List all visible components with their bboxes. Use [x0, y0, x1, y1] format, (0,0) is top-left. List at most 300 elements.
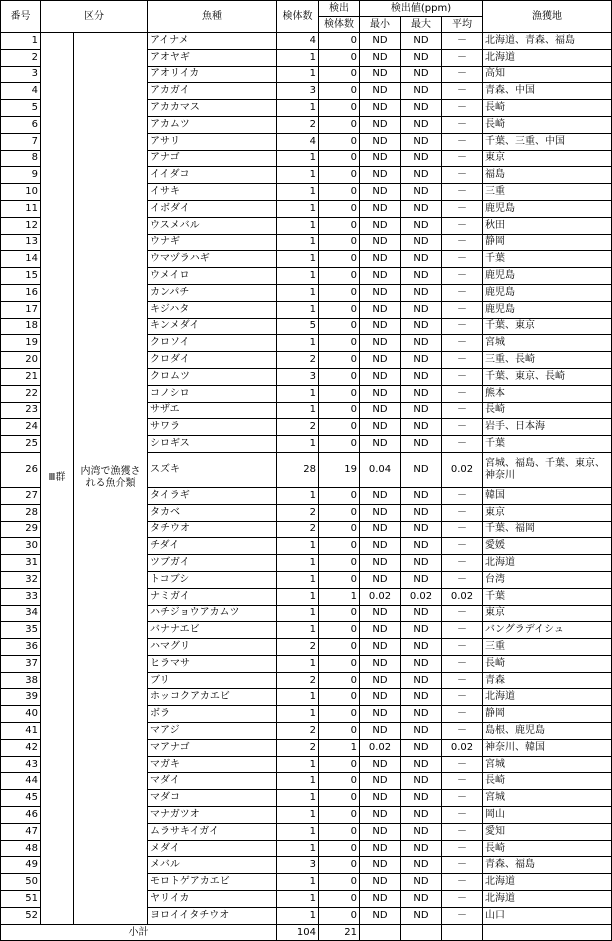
cell-species: マダイ — [148, 773, 277, 790]
cell-species: アカガイ — [148, 83, 277, 100]
cell-species: クロソイ — [148, 335, 277, 352]
cell-min: ND — [360, 436, 401, 453]
cell-samples: 1 — [277, 167, 319, 184]
cell-detected: 0 — [319, 807, 360, 824]
cell-detected: 0 — [319, 33, 360, 50]
cell-samples: 1 — [277, 402, 319, 419]
cell-species: アオヤギ — [148, 49, 277, 66]
cell-min: ND — [360, 538, 401, 555]
cell-detected: 0 — [319, 83, 360, 100]
cell-origin: 島根、鹿児島 — [483, 723, 612, 740]
cell-min: ND — [360, 807, 401, 824]
cell-no: 39 — [1, 689, 41, 706]
cell-origin: 宮城 — [483, 790, 612, 807]
cell-avg: 0.02 — [442, 452, 483, 487]
cell-origin: 宮城、福島、千葉、東京、神奈川 — [483, 452, 612, 487]
cell-avg: － — [442, 301, 483, 318]
cell-samples: 2 — [277, 116, 319, 133]
cell-no: 47 — [1, 823, 41, 840]
cell-species: カンパチ — [148, 284, 277, 301]
cell-no: 51 — [1, 891, 41, 908]
cell-max: ND — [401, 133, 442, 150]
cell-avg: － — [442, 907, 483, 924]
cell-max: ND — [401, 605, 442, 622]
cell-no: 24 — [1, 419, 41, 436]
cell-avg: － — [442, 605, 483, 622]
cell-avg: － — [442, 284, 483, 301]
cell-origin: 千葉、東京 — [483, 318, 612, 335]
cell-no: 34 — [1, 605, 41, 622]
cell-avg: － — [442, 840, 483, 857]
cell-species: サワラ — [148, 419, 277, 436]
subtotal-empty — [483, 924, 612, 941]
cell-origin: 三重 — [483, 639, 612, 656]
cell-species: メダイ — [148, 840, 277, 857]
cell-detected: 0 — [319, 133, 360, 150]
cell-avg: － — [442, 66, 483, 83]
cell-max: ND — [401, 571, 442, 588]
cell-samples: 2 — [277, 639, 319, 656]
cell-avg: － — [442, 352, 483, 369]
cell-min: ND — [360, 368, 401, 385]
cell-origin: 北海道、青森、福島 — [483, 33, 612, 50]
cell-avg: － — [442, 571, 483, 588]
cell-max: ND — [401, 773, 442, 790]
cell-no: 35 — [1, 622, 41, 639]
cell-samples: 1 — [277, 689, 319, 706]
cell-detected: 0 — [319, 116, 360, 133]
cell-detected: 0 — [319, 335, 360, 352]
cell-detected: 0 — [319, 184, 360, 201]
cell-species: モロトゲアカエビ — [148, 874, 277, 891]
cell-avg: － — [442, 116, 483, 133]
cell-species: タイラギ — [148, 487, 277, 504]
cell-min: ND — [360, 66, 401, 83]
cell-samples: 1 — [277, 217, 319, 234]
cell-avg: － — [442, 83, 483, 100]
cell-max: ND — [401, 504, 442, 521]
cell-no: 16 — [1, 284, 41, 301]
cell-max: ND — [401, 116, 442, 133]
cell-min: ND — [360, 521, 401, 538]
cell-species: マガキ — [148, 756, 277, 773]
cell-no: 14 — [1, 251, 41, 268]
cell-max: ND — [401, 907, 442, 924]
subtotal-row — [1, 924, 612, 941]
cell-min: ND — [360, 790, 401, 807]
cell-samples: 2 — [277, 723, 319, 740]
cell-detected: 0 — [319, 100, 360, 117]
cell-detected: 0 — [319, 268, 360, 285]
cell-max: ND — [401, 823, 442, 840]
cell-min: ND — [360, 605, 401, 622]
cell-samples: 2 — [277, 672, 319, 689]
cell-samples: 1 — [277, 284, 319, 301]
cell-min: ND — [360, 756, 401, 773]
cell-min: ND — [360, 133, 401, 150]
cell-max: ND — [401, 622, 442, 639]
cell-avg: － — [442, 200, 483, 217]
cell-no: 22 — [1, 385, 41, 402]
cell-origin: 北海道 — [483, 49, 612, 66]
cell-detected: 0 — [319, 538, 360, 555]
cell-max: ND — [401, 436, 442, 453]
cell-species: ナミガイ — [148, 588, 277, 605]
cell-max: ND — [401, 857, 442, 874]
cell-species: シロギス — [148, 436, 277, 453]
cell-no: 4 — [1, 83, 41, 100]
cell-avg: － — [442, 487, 483, 504]
cell-samples: 1 — [277, 301, 319, 318]
cell-samples: 1 — [277, 571, 319, 588]
cell-species: タカベ — [148, 504, 277, 521]
cell-max: ND — [401, 672, 442, 689]
cell-origin: 秋田 — [483, 217, 612, 234]
cell-no: 36 — [1, 639, 41, 656]
cell-origin: 長崎 — [483, 100, 612, 117]
cell-samples: 1 — [277, 756, 319, 773]
cell-avg: － — [442, 318, 483, 335]
cell-avg: － — [442, 756, 483, 773]
cell-origin: 北海道 — [483, 874, 612, 891]
cell-species: ツブガイ — [148, 555, 277, 572]
cell-no: 37 — [1, 655, 41, 672]
cell-samples: 1 — [277, 487, 319, 504]
cell-origin: 長崎 — [483, 402, 612, 419]
header-max: 最大 — [401, 17, 442, 33]
cell-species: マアナゴ — [148, 739, 277, 756]
cell-no: 32 — [1, 571, 41, 588]
cell-origin: 千葉、東京、長崎 — [483, 368, 612, 385]
cell-detected: 0 — [319, 555, 360, 572]
cell-detected: 0 — [319, 66, 360, 83]
cell-samples: 1 — [277, 436, 319, 453]
cell-min: ND — [360, 184, 401, 201]
cell-samples: 1 — [277, 251, 319, 268]
cell-avg: － — [442, 184, 483, 201]
cell-no: 26 — [1, 452, 41, 487]
cell-no: 1 — [1, 33, 41, 50]
cell-max: ND — [401, 150, 442, 167]
cell-max: ND — [401, 184, 442, 201]
cell-species: アイナメ — [148, 33, 277, 50]
cell-max: ND — [401, 807, 442, 824]
cell-max: ND — [401, 891, 442, 908]
header-origin: 漁獲地 — [483, 1, 612, 33]
cell-max: ND — [401, 521, 442, 538]
cell-max: ND — [401, 874, 442, 891]
cell-detected: 0 — [319, 385, 360, 402]
cell-detected: 0 — [319, 284, 360, 301]
cell-detected: 0 — [319, 639, 360, 656]
cell-min: ND — [360, 706, 401, 723]
cell-origin: 岩手、日本海 — [483, 419, 612, 436]
cell-origin: 愛媛 — [483, 538, 612, 555]
cell-origin: 千葉 — [483, 588, 612, 605]
cell-origin: 静岡 — [483, 234, 612, 251]
cell-origin: 静岡 — [483, 706, 612, 723]
cell-no: 46 — [1, 807, 41, 824]
cell-min: ND — [360, 318, 401, 335]
cell-max: ND — [401, 100, 442, 117]
cell-detected: 0 — [319, 857, 360, 874]
cell-max: ND — [401, 49, 442, 66]
cell-max: ND — [401, 790, 442, 807]
cell-species: アカムツ — [148, 116, 277, 133]
cell-min: ND — [360, 33, 401, 50]
cell-detected: 0 — [319, 402, 360, 419]
cell-samples: 2 — [277, 521, 319, 538]
cell-origin: 福島 — [483, 167, 612, 184]
cell-samples: 1 — [277, 706, 319, 723]
cell-min: ND — [360, 504, 401, 521]
cell-species: チダイ — [148, 538, 277, 555]
cell-samples: 5 — [277, 318, 319, 335]
cell-species: タチウオ — [148, 521, 277, 538]
cell-species: ヤリイカ — [148, 891, 277, 908]
cell-avg: － — [442, 133, 483, 150]
cell-origin: 青森、中国 — [483, 83, 612, 100]
cell-species: ホッコクアカエビ — [148, 689, 277, 706]
cell-avg: － — [442, 49, 483, 66]
cell-max: ND — [401, 33, 442, 50]
cell-detected: 0 — [319, 436, 360, 453]
cell-origin: 北海道 — [483, 689, 612, 706]
cell-no: 9 — [1, 167, 41, 184]
cell-origin: 東京 — [483, 504, 612, 521]
cell-detected: 0 — [319, 167, 360, 184]
cell-avg: － — [442, 538, 483, 555]
cell-species: アカカマス — [148, 100, 277, 117]
cell-min: ND — [360, 352, 401, 369]
cell-origin: 山口 — [483, 907, 612, 924]
subtotal-detected: 21 — [319, 924, 360, 941]
cell-max: ND — [401, 234, 442, 251]
cell-detected: 0 — [319, 521, 360, 538]
cell-min: ND — [360, 49, 401, 66]
cell-origin: 宮城 — [483, 756, 612, 773]
cell-max: ND — [401, 538, 442, 555]
cell-origin: 台湾 — [483, 571, 612, 588]
subtotal-empty — [360, 924, 401, 941]
header-species: 魚種 — [148, 1, 277, 33]
cell-origin: 高知 — [483, 66, 612, 83]
cell-no: 52 — [1, 907, 41, 924]
cell-detected: 0 — [319, 655, 360, 672]
cell-avg: － — [442, 33, 483, 50]
cell-min: ND — [360, 335, 401, 352]
cell-detected: 0 — [319, 571, 360, 588]
cell-species: メバル — [148, 857, 277, 874]
header-min: 最小 — [360, 17, 401, 33]
cell-detected: 0 — [319, 251, 360, 268]
cell-max: ND — [401, 739, 442, 756]
cell-no: 10 — [1, 184, 41, 201]
cell-min: ND — [360, 402, 401, 419]
cell-species: マナガツオ — [148, 807, 277, 824]
cell-detected: 0 — [319, 891, 360, 908]
cell-min: ND — [360, 639, 401, 656]
cell-samples: 1 — [277, 385, 319, 402]
cell-min: ND — [360, 571, 401, 588]
cell-min: ND — [360, 672, 401, 689]
cell-max: ND — [401, 251, 442, 268]
cell-origin: 韓国 — [483, 487, 612, 504]
subtotal-samples: 104 — [277, 924, 319, 941]
cell-min: 0.02 — [360, 588, 401, 605]
cell-species: トコブシ — [148, 571, 277, 588]
cell-max: ND — [401, 335, 442, 352]
cell-samples: 1 — [277, 49, 319, 66]
subtotal-label: 小計 — [1, 924, 277, 941]
cell-samples: 1 — [277, 605, 319, 622]
cell-origin: バングラデイシュ — [483, 622, 612, 639]
cell-avg: － — [442, 874, 483, 891]
cell-max: ND — [401, 689, 442, 706]
cell-no: 6 — [1, 116, 41, 133]
cell-avg: － — [442, 335, 483, 352]
cell-max: ND — [401, 706, 442, 723]
cell-detected: 0 — [319, 605, 360, 622]
cell-max: ND — [401, 217, 442, 234]
cell-samples: 1 — [277, 823, 319, 840]
cell-species: クロダイ — [148, 352, 277, 369]
cell-detected: 0 — [319, 840, 360, 857]
cell-avg: － — [442, 639, 483, 656]
header-category: 区分 — [41, 1, 148, 33]
cell-species: イボダイ — [148, 200, 277, 217]
cell-avg: － — [442, 655, 483, 672]
cell-max: ND — [401, 385, 442, 402]
cell-avg: － — [442, 385, 483, 402]
cell-species: ウナギ — [148, 234, 277, 251]
cell-min: ND — [360, 419, 401, 436]
cell-origin: 千葉、三重、中国 — [483, 133, 612, 150]
cell-max: ND — [401, 402, 442, 419]
cell-species: アナゴ — [148, 150, 277, 167]
cell-min: ND — [360, 268, 401, 285]
cell-min: ND — [360, 385, 401, 402]
cell-max: ND — [401, 318, 442, 335]
cell-no: 43 — [1, 756, 41, 773]
cell-detected: 0 — [319, 823, 360, 840]
cell-avg: － — [442, 402, 483, 419]
header-no: 番号 — [1, 1, 41, 33]
cell-max: ND — [401, 66, 442, 83]
cell-samples: 3 — [277, 857, 319, 874]
cell-detected: 1 — [319, 739, 360, 756]
cell-samples: 1 — [277, 790, 319, 807]
group-label: Ⅲ群 — [41, 33, 74, 925]
cell-no: 5 — [1, 100, 41, 117]
cell-avg: － — [442, 368, 483, 385]
cell-samples: 1 — [277, 335, 319, 352]
cell-detected: 0 — [319, 622, 360, 639]
cell-samples: 2 — [277, 739, 319, 756]
cell-detected: 0 — [319, 368, 360, 385]
cell-samples: 1 — [277, 555, 319, 572]
cell-detected: 0 — [319, 790, 360, 807]
cell-no: 25 — [1, 436, 41, 453]
cell-max: ND — [401, 487, 442, 504]
cell-avg: － — [442, 234, 483, 251]
cell-species: イサキ — [148, 184, 277, 201]
cell-detected: 0 — [319, 907, 360, 924]
cell-samples: 3 — [277, 83, 319, 100]
cell-no: 15 — [1, 268, 41, 285]
cell-min: ND — [360, 723, 401, 740]
cell-avg: － — [442, 706, 483, 723]
cell-min: ND — [360, 83, 401, 100]
cell-species: マアジ — [148, 723, 277, 740]
cell-min: 0.04 — [360, 452, 401, 487]
cell-no: 48 — [1, 840, 41, 857]
cell-samples: 1 — [277, 234, 319, 251]
cell-min: ND — [360, 857, 401, 874]
cell-max: ND — [401, 756, 442, 773]
cell-avg: 0.02 — [442, 739, 483, 756]
header-detected-bottom: 検体数 — [319, 17, 360, 33]
cell-max: ND — [401, 639, 442, 656]
cell-max: ND — [401, 301, 442, 318]
cell-detected: 0 — [319, 301, 360, 318]
cell-origin: 長崎 — [483, 116, 612, 133]
cell-samples: 3 — [277, 368, 319, 385]
cell-avg: － — [442, 622, 483, 639]
cell-detected: 0 — [319, 487, 360, 504]
cell-avg: － — [442, 555, 483, 572]
cell-origin: 千葉、福岡 — [483, 521, 612, 538]
cell-max: ND — [401, 555, 442, 572]
cell-no: 21 — [1, 368, 41, 385]
cell-avg: － — [442, 167, 483, 184]
cell-samples: 1 — [277, 538, 319, 555]
cell-samples: 1 — [277, 268, 319, 285]
cell-no: 38 — [1, 672, 41, 689]
cell-no: 19 — [1, 335, 41, 352]
cell-no: 8 — [1, 150, 41, 167]
cell-min: ND — [360, 167, 401, 184]
cell-no: 12 — [1, 217, 41, 234]
cell-avg: － — [442, 150, 483, 167]
cell-avg: － — [442, 790, 483, 807]
cell-species: ウメイロ — [148, 268, 277, 285]
cell-avg: － — [442, 100, 483, 117]
cell-samples: 1 — [277, 840, 319, 857]
cell-no: 29 — [1, 521, 41, 538]
cell-origin: 宮城 — [483, 335, 612, 352]
cell-origin: 三重、長崎 — [483, 352, 612, 369]
cell-origin: 鹿児島 — [483, 200, 612, 217]
cell-min: ND — [360, 907, 401, 924]
cell-min: ND — [360, 689, 401, 706]
cell-samples: 1 — [277, 184, 319, 201]
cell-detected: 0 — [319, 234, 360, 251]
cell-no: 11 — [1, 200, 41, 217]
cell-samples: 1 — [277, 588, 319, 605]
header-avg: 平均 — [442, 17, 483, 33]
cell-species: ハチジョウアカムツ — [148, 605, 277, 622]
cell-min: ND — [360, 840, 401, 857]
cell-min: ND — [360, 891, 401, 908]
cell-samples: 2 — [277, 419, 319, 436]
cell-samples: 4 — [277, 33, 319, 50]
cell-no: 3 — [1, 66, 41, 83]
cell-min: ND — [360, 234, 401, 251]
cell-detected: 0 — [319, 706, 360, 723]
cell-min: ND — [360, 100, 401, 117]
cell-avg: － — [442, 857, 483, 874]
